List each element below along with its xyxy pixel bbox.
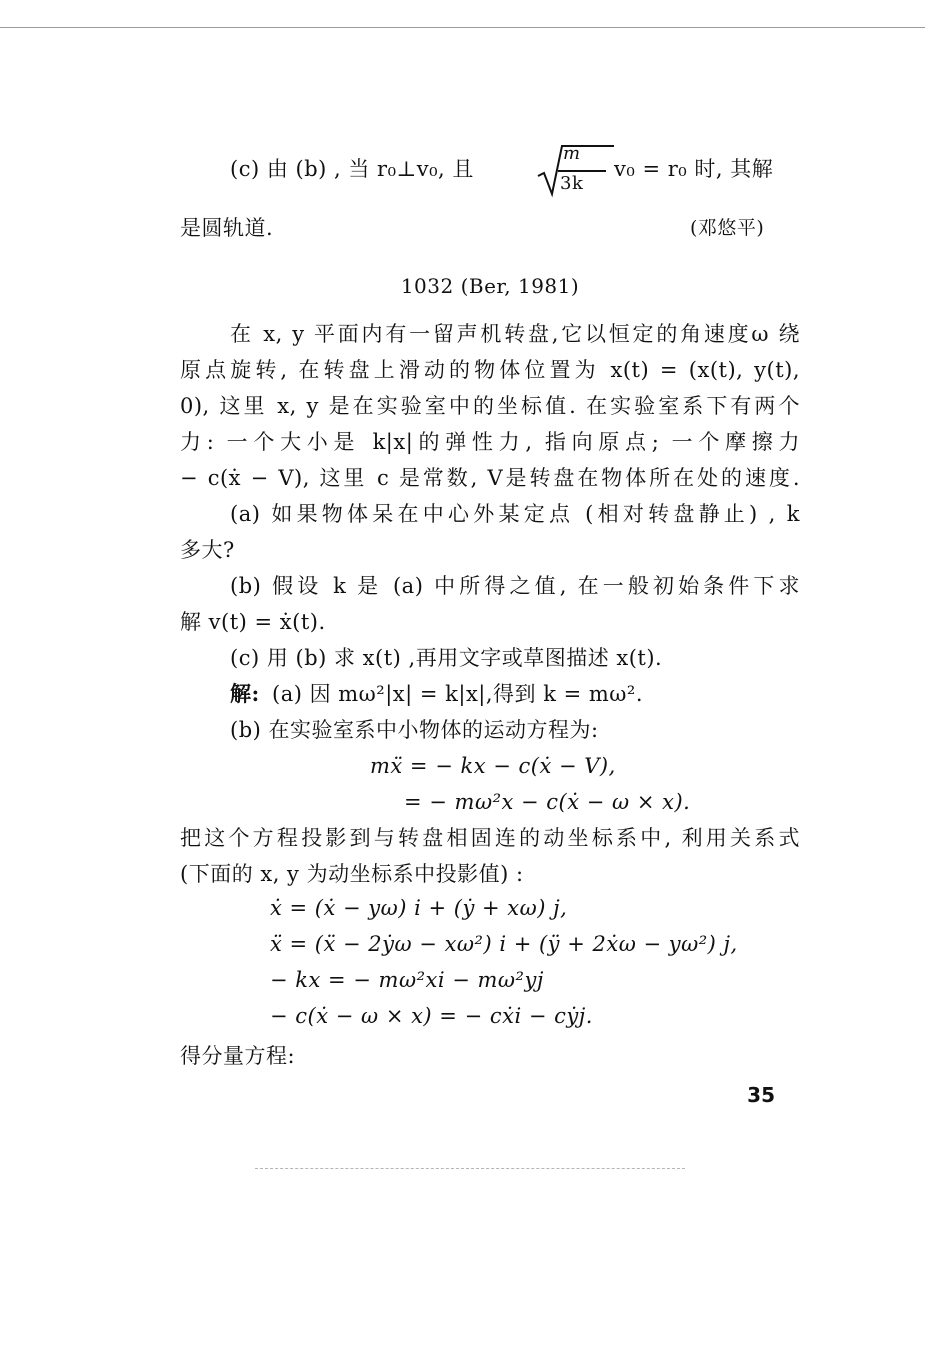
question-c: (c) 用 (b) 求 x(t) ,再用文字或草图描述 x(t). — [230, 646, 663, 670]
top-rule — [0, 27, 925, 28]
question-b-cont: 解 v(t) = ẋ(t). — [180, 610, 326, 634]
paragraph-line: 力: 一个大小是 k|x|的弹性力, 指向原点; 一个摩擦力 — [180, 430, 800, 454]
paragraph-line: (下面的 x, y 为动坐标系中投影值) : — [180, 862, 524, 886]
author-signature: (邓悠平) — [690, 217, 765, 239]
problem-heading: 1032 (Ber, 1981) — [400, 274, 580, 298]
text-line-c-part1: (c) 由 (b) , 当 r₀⊥v₀, 且 — [230, 157, 474, 181]
paragraph-line: 0), 这里 x, y 是在实验室中的坐标值. 在实验室系下有两个 — [180, 394, 800, 418]
solution-b-intro: (b) 在实验室系中小物体的运动方程为: — [230, 718, 599, 742]
equation-motion-2: = − mω²x − c(ẋ − ω × x). — [404, 790, 691, 814]
equation-elastic-force: − kx = − mω²xi − mω²yj — [270, 968, 544, 992]
text-line-circular-orbit: 是圆轨道. — [180, 216, 274, 240]
question-b: (b) 假设 k 是 (a) 中所得之值, 在一般初始条件下求 — [230, 574, 800, 598]
equation-acceleration: ẍ = (ẍ − 2ẏω − xω²) i + (ÿ + 2ẋω − yω²) j, — [270, 932, 738, 956]
equation-velocity: ẋ = (ẋ − yω) i + (ẏ + xω) j, — [270, 896, 568, 920]
solution-label: 解: — [230, 681, 260, 706]
question-a: (a) 如果物体呆在中心外某定点 (相对转盘静止) , k — [230, 502, 800, 526]
paragraph-line: 在 x, y 平面内有一留声机转盘,它以恒定的角速度ω 绕 — [230, 322, 800, 346]
text-line-c-part2: v₀ = r₀ 时, 其解 — [614, 157, 774, 181]
bottom-rule — [255, 1168, 685, 1169]
solution-a: (a) 因 mω²|x| = k|x|,得到 k = mω². — [272, 682, 644, 706]
fraction-numerator: m — [563, 143, 581, 164]
paragraph-line: − c(ẋ − V), 这里 c 是常数, V是转盘在物体所在处的速度. — [180, 466, 800, 490]
fraction-denominator: 3k — [560, 173, 584, 194]
paragraph-line: 把这个方程投影到与转盘相固连的动坐标系中, 利用关系式 — [180, 826, 800, 850]
question-a-cont: 多大? — [180, 538, 235, 562]
equation-friction-force: − c(ẋ − ω × x) = − cẋi − cẏj. — [270, 1004, 593, 1028]
paragraph-line: 原点旋转, 在转盘上滑动的物体位置为 x(t) = (x(t), y(t), — [180, 358, 800, 382]
component-equations-label: 得分量方程: — [180, 1044, 296, 1068]
equation-motion-1: mẍ = − kx − c(ẋ − V), — [370, 754, 616, 778]
page-number: 35 — [747, 1083, 775, 1107]
